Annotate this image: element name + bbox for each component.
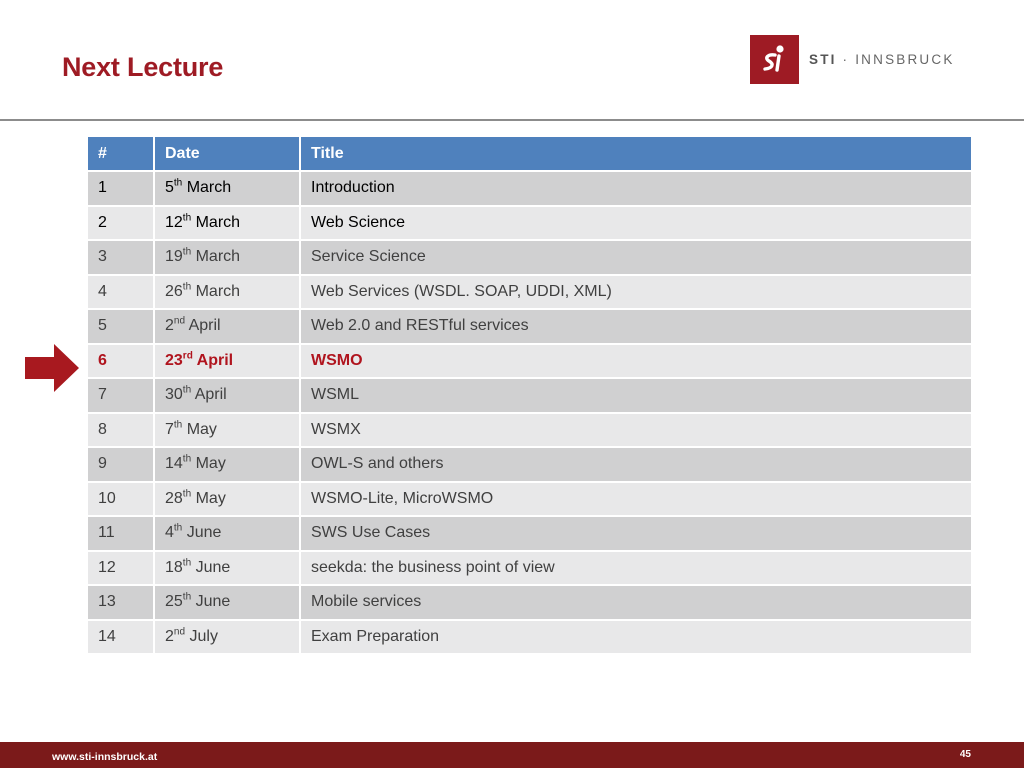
- cell-date: [154, 378, 300, 413]
- header-divider: [0, 119, 1024, 121]
- cell-title: seekda: the business point of view: [300, 551, 972, 586]
- header-number: #: [87, 136, 154, 171]
- date-month: April: [194, 386, 227, 404]
- cell-number: 4: [87, 275, 154, 310]
- logo-separator: ·: [836, 51, 856, 67]
- table-row: [87, 309, 972, 344]
- date-suffix: th: [182, 384, 192, 396]
- date-month: May: [195, 455, 226, 473]
- cell-date: [154, 413, 300, 448]
- cell-title: Web Science: [300, 206, 972, 241]
- cell-date: [154, 240, 300, 275]
- date-month: July: [189, 627, 218, 645]
- date-month: March: [195, 213, 241, 231]
- cell-title: OWL-S and others: [300, 447, 972, 482]
- date-suffix: th: [182, 488, 192, 500]
- lecture-schedule-table: [86, 135, 973, 655]
- cell-date: [154, 309, 300, 344]
- cell-number: 9: [87, 447, 154, 482]
- logo-wordmark: [809, 52, 955, 67]
- cell-number: 5: [87, 309, 154, 344]
- cell-number: 7: [87, 378, 154, 413]
- table-body: [87, 171, 972, 654]
- date-month: June: [186, 524, 222, 542]
- date-suffix: th: [173, 522, 183, 534]
- date-suffix: th: [173, 177, 183, 189]
- date-day: 28: [165, 489, 183, 507]
- date-day: 26: [165, 282, 183, 300]
- cell-title: WSMX: [300, 413, 972, 448]
- cell-number: 2: [87, 206, 154, 241]
- cell-number: 3: [87, 240, 154, 275]
- date-day: 2: [165, 317, 174, 335]
- right-arrow-icon: [24, 344, 80, 397]
- date-month: June: [195, 593, 231, 611]
- cell-date: [154, 447, 300, 482]
- table-row: [87, 344, 972, 379]
- date-month: June: [195, 558, 231, 576]
- table-row: [87, 378, 972, 413]
- cell-title: WSML: [300, 378, 972, 413]
- logo-brand: STI: [809, 51, 837, 67]
- table-row: [87, 240, 972, 275]
- date-month: March: [186, 179, 232, 197]
- date-day: 25: [165, 593, 183, 611]
- cell-date: [154, 551, 300, 586]
- table-header-row: [87, 136, 972, 171]
- cell-number: 8: [87, 413, 154, 448]
- table-row: [87, 413, 972, 448]
- footer-bar: [0, 742, 1024, 768]
- cell-title: Service Science: [300, 240, 972, 275]
- cell-number: 13: [87, 585, 154, 620]
- cell-date: [154, 344, 300, 379]
- cell-date: [154, 585, 300, 620]
- cell-number: 14: [87, 620, 154, 655]
- date-suffix: th: [182, 212, 192, 224]
- cell-title: Introduction: [300, 171, 972, 206]
- date-suffix: nd: [173, 626, 186, 638]
- footer-url: www.sti-innsbruck.at: [52, 751, 158, 763]
- date-day: 12: [165, 213, 183, 231]
- date-suffix: rd: [182, 350, 193, 362]
- cell-date: [154, 275, 300, 310]
- sti-innsbruck-logo: [750, 34, 955, 84]
- date-month: March: [195, 282, 241, 300]
- sti-person-logo-icon: [750, 35, 799, 84]
- table-row: [87, 516, 972, 551]
- cell-number: 1: [87, 171, 154, 206]
- header-title: Title: [300, 136, 972, 171]
- page-number: 45: [959, 749, 971, 760]
- table-row: [87, 482, 972, 517]
- date-suffix: th: [182, 591, 192, 603]
- date-suffix: th: [173, 419, 183, 431]
- cell-date: [154, 206, 300, 241]
- table-row: [87, 585, 972, 620]
- cell-title: WSMO-Lite, MicroWSMO: [300, 482, 972, 517]
- slide-title: Next Lecture: [62, 52, 224, 82]
- cell-title: Web Services (WSDL. SOAP, UDDI, XML): [300, 275, 972, 310]
- cell-date: [154, 516, 300, 551]
- date-day: 4: [165, 524, 174, 542]
- date-month: April: [188, 317, 221, 335]
- logo-name: INNSBRUCK: [855, 51, 955, 67]
- cell-number: 10: [87, 482, 154, 517]
- date-day: 5: [165, 179, 174, 197]
- date-suffix: th: [182, 246, 192, 258]
- date-day: 7: [165, 420, 174, 438]
- table-row: [87, 171, 972, 206]
- date-day: 23: [165, 351, 183, 369]
- table-row: [87, 447, 972, 482]
- date-month: May: [186, 420, 217, 438]
- cell-number: 6: [87, 344, 154, 379]
- date-month: March: [195, 248, 241, 266]
- cell-number: 12: [87, 551, 154, 586]
- cell-date: [154, 171, 300, 206]
- date-suffix: nd: [173, 315, 186, 327]
- date-suffix: th: [182, 281, 192, 293]
- date-suffix: th: [182, 557, 192, 569]
- date-day: 14: [165, 455, 183, 473]
- cell-date: [154, 482, 300, 517]
- date-day: 2: [165, 627, 174, 645]
- table-row: [87, 620, 972, 655]
- table-row: [87, 275, 972, 310]
- cell-date: [154, 620, 300, 655]
- date-month: May: [195, 489, 226, 507]
- date-day: 30: [165, 386, 183, 404]
- cell-title: SWS Use Cases: [300, 516, 972, 551]
- table-row: [87, 206, 972, 241]
- date-day: 19: [165, 248, 183, 266]
- date-suffix: th: [182, 453, 192, 465]
- cell-number: 11: [87, 516, 154, 551]
- cell-title: Exam Preparation: [300, 620, 972, 655]
- header-date: Date: [154, 136, 300, 171]
- table-row: [87, 551, 972, 586]
- cell-title: Mobile services: [300, 585, 972, 620]
- cell-title: WSMO: [300, 344, 972, 379]
- date-month: April: [196, 351, 234, 369]
- date-day: 18: [165, 558, 183, 576]
- cell-title: Web 2.0 and RESTful services: [300, 309, 972, 344]
